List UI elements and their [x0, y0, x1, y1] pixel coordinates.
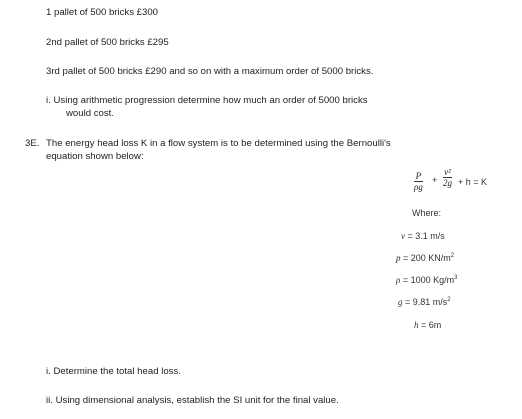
variable-value: = 9.81 $m/s^2$	[405, 297, 451, 307]
velocity-term-numerator: v²	[444, 167, 451, 177]
velocity-term	[443, 167, 452, 188]
variable-row	[401, 231, 445, 241]
pressure-term-denominator: ρg	[414, 182, 423, 192]
plus-sign: +	[432, 175, 438, 185]
variable-symbol: p	[396, 253, 401, 263]
variable-row	[414, 320, 441, 330]
variable-value: = 3.1 m/s	[407, 231, 445, 241]
question-3e-text-line-2: equation shown below:	[46, 151, 144, 162]
velocity-term-denominator: 2g	[443, 178, 452, 188]
variable-symbol: g	[398, 297, 403, 307]
variable-symbol: ρ	[396, 275, 401, 285]
question-i-line-1: i. Using arithmetic progression determine how much an order of 5000 bricks	[46, 95, 368, 106]
variable-row	[396, 253, 454, 263]
where-label: Where:	[412, 208, 442, 218]
pressure-term	[414, 171, 423, 192]
equation-remainder: + h = K	[458, 177, 488, 187]
variable-value: = 200 $KN/m^2$	[403, 253, 455, 263]
question-3e-i: i. Determine the total head loss.	[46, 366, 181, 377]
variable-symbol: h	[414, 320, 419, 330]
variable-row	[398, 297, 451, 307]
pressure-term-numerator: P	[415, 171, 422, 181]
pallet-price-line-1: 1 pallet of 500 bricks £300	[46, 7, 159, 18]
variable-value: = 1000 $Kg/m^3$	[402, 275, 458, 285]
question-3e-text-line-1: The energy head loss K in a flow system is to be determined using the Bernoulli's	[46, 138, 391, 149]
question-3e-ii: ii. Using dimensional analysis, establish the SI unit for the final value.	[46, 395, 339, 406]
variable-value: = 6m	[421, 320, 442, 330]
variable-symbol: v	[401, 231, 405, 241]
question-number: 3E.	[25, 138, 40, 149]
pallet-price-line-3: 3rd pallet of 500 bricks £290 and so on with a maximum order of 5000 bricks.	[46, 66, 374, 77]
question-i-line-2: would cost.	[66, 108, 114, 119]
pallet-price-line-2: 2nd pallet of 500 bricks £295	[46, 37, 169, 48]
variable-row	[396, 275, 457, 285]
